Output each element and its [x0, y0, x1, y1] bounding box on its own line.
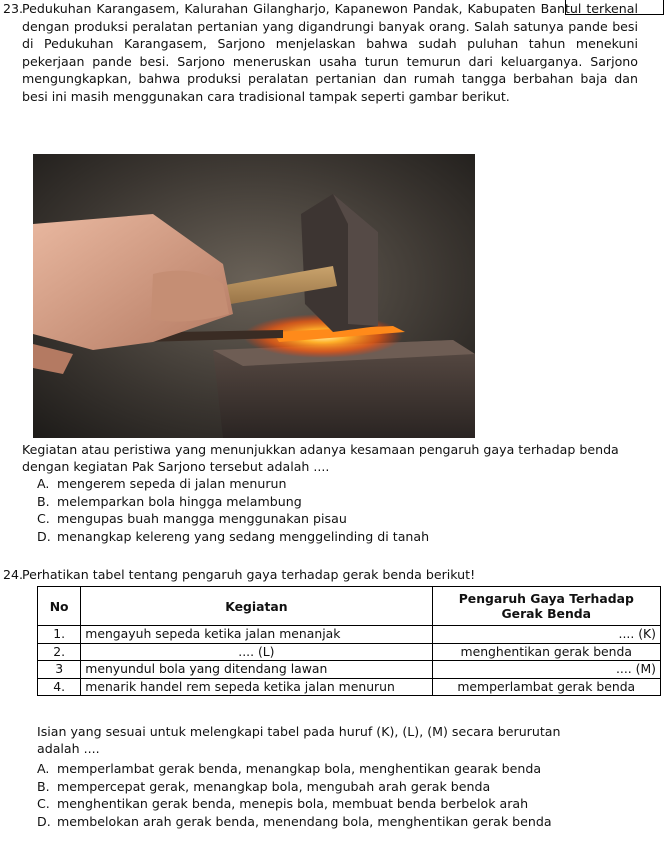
option-b[interactable]: B. mempercepat gerak, menangkap bola, mengubah arah gerak benda — [37, 778, 491, 794]
question-number: 23. — [3, 1, 24, 16]
answer-options — [37, 475, 637, 545]
option-c[interactable]: C. mengupas buah mangga menggunakan pisau — [37, 511, 347, 526]
header-no: No — [38, 587, 81, 626]
option-d[interactable]: D. menangkap kelereng yang sedang menggelinding di tanah — [37, 528, 430, 544]
question-prompt: Isian yang sesuai untuk melengkapi tabel pada huruf (K), (L), (M) secara berurutan adalah .... — [37, 724, 561, 756]
option-a[interactable]: A. mengerem sepeda di jalan menurun — [37, 476, 287, 491]
option-b[interactable]: B. melemparkan bola hingga melambung — [37, 493, 302, 509]
force-effect-table — [37, 586, 661, 696]
table-row: 1. mengayuh sepeda ketika jalan menanjak .... (K) — [38, 626, 661, 644]
table-row: 3 menyundul bola yang ditendang lawan .... (M) — [38, 661, 661, 679]
header-kegiatan: Kegiatan — [81, 587, 432, 626]
blacksmith-photo — [33, 154, 475, 438]
table-row: 4. menarik handel rem sepeda ketika jalan menurun memperlambat gerak benda — [38, 678, 661, 696]
answer-options — [37, 760, 637, 830]
option-a[interactable]: A. memperlambat gerak benda, menangkap bola, menghentikan gearak benda — [37, 761, 542, 776]
table-row: 2. .... (L) menghentikan gerak benda — [38, 643, 661, 661]
header-pengaruh: Pengaruh Gaya Terhadap Gerak Benda — [432, 587, 660, 626]
question-prompt: Kegiatan atau peristiwa yang menunjukkan adanya kesamaan pengaruh gaya terhadap benda dengan kegiatan Pak Sarjono tersebut adalah .... — [22, 442, 619, 474]
option-c[interactable]: C. menghentikan gerak benda, menepis bola, membuat benda berbelok arah — [37, 796, 529, 811]
option-d[interactable]: D. membelokan arah gerak benda, menendang bola, menghentikan gerak benda — [37, 813, 552, 829]
question-paragraph: Pedukuhan Karangasem, Kalurahan Gilangharjo, Kapanewon Pandak, Kabupaten Bantul terkenal dengan produksi peralatan pertanian yang digandrungi banyak orang. Salah satunya pande besi di Pedukuhan Karangasem, Sarjono menjelaskan bahwa sudah puluhan tahun menekuni pekerjaan pande besi. Sarjono meneruskan usaha turun temurun dari keluarganya. Sarjono mengungkapkan, bahwa produksi peralatan pertanian dan rumah tangga berbahan baja dan besi ini masih menggunakan cara tradisional tampak seperti gambar berikut. — [22, 1, 638, 104]
question-number: 24. — [3, 567, 24, 582]
table-header — [38, 587, 661, 626]
question-intro: Perhatikan tabel tentang pengaruh gaya terhadap gerak benda berikut! — [22, 567, 476, 582]
